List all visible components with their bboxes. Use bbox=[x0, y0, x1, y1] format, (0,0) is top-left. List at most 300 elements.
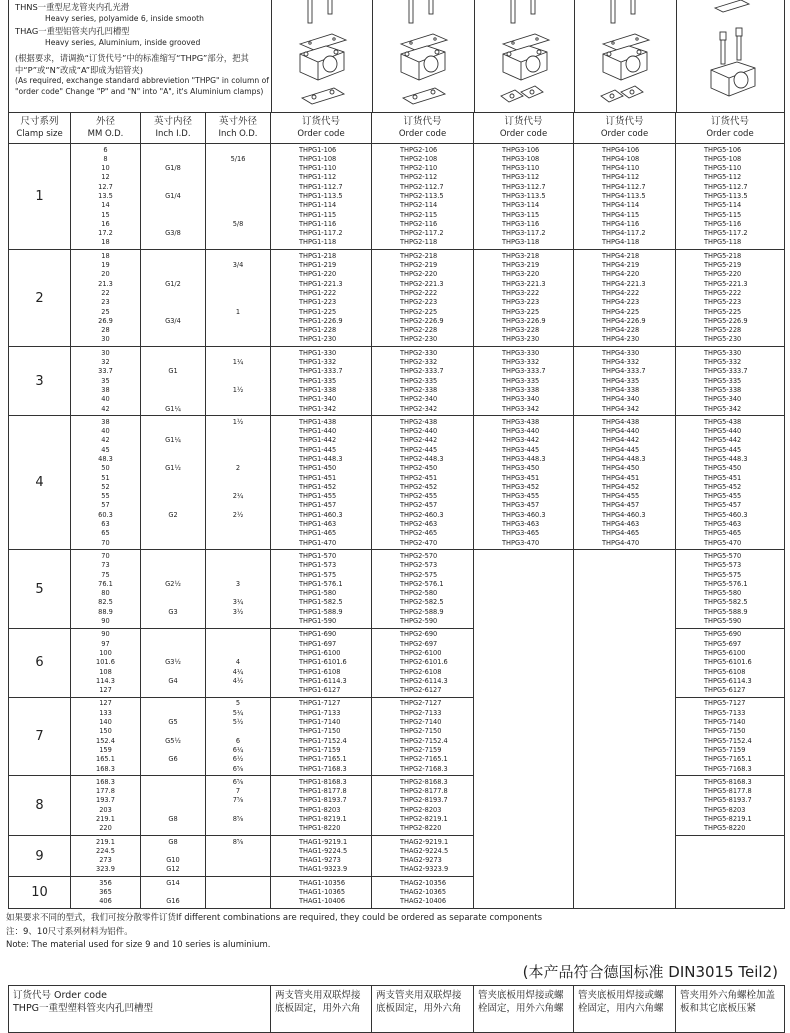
order-code-1: THAG1-9224.5 bbox=[299, 846, 348, 855]
order-code-2: THPG2-330 bbox=[400, 348, 438, 357]
inch-id bbox=[141, 483, 205, 492]
mm-od: 65 bbox=[101, 529, 110, 538]
order-code-5: THPG5-7140 bbox=[704, 718, 746, 727]
inch-od-cell bbox=[206, 776, 271, 836]
column-header bbox=[206, 113, 271, 144]
inch-id bbox=[141, 173, 205, 182]
mm-od: 26.9 bbox=[98, 316, 113, 325]
mm-od: 152.4 bbox=[96, 736, 115, 745]
order-code-1: THPG1-8168.3 bbox=[299, 777, 347, 786]
clamp-image-3 bbox=[474, 0, 575, 112]
inch-od bbox=[206, 529, 270, 538]
order-code-5: THPG5-582.5 bbox=[704, 598, 748, 607]
order-code-4: THPG4-225 bbox=[602, 307, 640, 316]
order-code-1: THAG1-10406 bbox=[299, 897, 346, 906]
order-code-1: THPG1-6127 bbox=[299, 686, 341, 695]
inch-id-cell bbox=[141, 628, 206, 697]
order-code-2: THPG2-455 bbox=[400, 492, 438, 501]
mm-od: 365 bbox=[99, 888, 112, 897]
order-code-3: THPG3-218 bbox=[502, 251, 540, 260]
mm-od: 17.2 bbox=[98, 229, 113, 238]
mm-od: 75 bbox=[101, 570, 110, 579]
column-header bbox=[372, 113, 474, 144]
order-code-2: THPG2-438 bbox=[400, 417, 438, 426]
inch-od-cell bbox=[206, 416, 271, 550]
order-code-5: THPG5-7152.4 bbox=[704, 736, 752, 745]
inch-od: 4½ bbox=[232, 676, 244, 685]
order-code-2: THPG2-8177.8 bbox=[400, 787, 448, 796]
inch-od bbox=[206, 806, 270, 815]
order-code-3: THPG3-108 bbox=[502, 154, 540, 163]
order-code-3: THPG3-333.7 bbox=[502, 367, 546, 376]
order-code-4: THPG4-457 bbox=[602, 501, 640, 510]
order-code-5: THPG5-576.1 bbox=[704, 579, 748, 588]
note-aluminium-cn: 注：9、10尺寸系列材料为铝件。 bbox=[6, 926, 133, 937]
order-code-1: THPG1-590 bbox=[299, 617, 337, 626]
order-code-5: THPG5-330 bbox=[704, 348, 742, 357]
inch-id: G1¼ bbox=[165, 404, 181, 413]
mm-od: 60.3 bbox=[98, 510, 113, 519]
order-code-2: THPG2-221.3 bbox=[400, 279, 444, 288]
clamp-size: 8 bbox=[9, 776, 71, 836]
inch-od: 7 bbox=[235, 787, 241, 796]
order-code-2: THPG2-7165.1 bbox=[400, 755, 448, 764]
inch-id bbox=[141, 238, 205, 247]
order-code-3: THPG3-226.9 bbox=[502, 316, 546, 325]
inch-od: 6½ bbox=[232, 755, 244, 764]
order-code-5: THPG5-590 bbox=[704, 617, 742, 626]
order-code-2: THPG2-452 bbox=[400, 482, 438, 491]
inch-id bbox=[141, 520, 205, 529]
mm-od: 73 bbox=[101, 561, 110, 570]
inch-id bbox=[141, 529, 205, 538]
order-code-1: THPG1-575 bbox=[299, 570, 337, 579]
column-header-en: Order code bbox=[398, 129, 447, 139]
order-code-1: THPG1-330 bbox=[299, 348, 337, 357]
order-code-2: THAG2-9219.1 bbox=[400, 837, 449, 846]
order-code-1: THPG1-8220 bbox=[299, 824, 341, 833]
inch-od bbox=[206, 649, 270, 658]
column-header bbox=[71, 113, 141, 144]
order-code-1: THAG1-9219.1 bbox=[299, 837, 348, 846]
inch-id bbox=[141, 598, 205, 607]
order-code-2: THPG2-225 bbox=[400, 307, 438, 316]
order-code-5: THPG5-470 bbox=[704, 538, 742, 547]
order-code-2-cell bbox=[372, 550, 474, 628]
order-code-2: THPG2-118 bbox=[400, 238, 438, 247]
inch-id bbox=[141, 386, 205, 395]
order-code-2: THPG2-223 bbox=[400, 298, 438, 307]
mm-od: 20 bbox=[101, 270, 110, 279]
inch-id bbox=[141, 709, 205, 718]
order-code-4: THPG4-445 bbox=[602, 445, 640, 454]
order-code-3: THPG3-110 bbox=[502, 164, 540, 173]
inch-od bbox=[206, 539, 270, 548]
order-code-2-cell bbox=[372, 697, 474, 775]
order-code-1: THPG1-230 bbox=[299, 335, 337, 344]
order-code-4: THPG4-342 bbox=[602, 404, 640, 413]
order-code-4: THPG4-114 bbox=[602, 201, 640, 210]
order-code-4: THPG4-112.7 bbox=[602, 182, 646, 191]
mm-od: 70 bbox=[101, 551, 110, 560]
column-header bbox=[9, 113, 71, 144]
inch-od: 8⅝ bbox=[232, 814, 244, 823]
order-code-1: THAG1-10356 bbox=[299, 878, 346, 887]
order-code-4: THPG4-112 bbox=[602, 173, 640, 182]
order-code-5: THPG5-697 bbox=[704, 639, 742, 648]
order-code-5: THPG5-7133 bbox=[704, 708, 746, 717]
inch-od-cell bbox=[206, 628, 271, 697]
order-code-2: THPG2-8219.1 bbox=[400, 814, 448, 823]
order-code-5-cell bbox=[676, 628, 785, 697]
mm-od: 133 bbox=[99, 708, 112, 717]
mm-od-cell bbox=[71, 628, 141, 697]
order-code-2: THPG2-6114.3 bbox=[400, 676, 448, 685]
mm-od: 140 bbox=[99, 718, 112, 727]
mm-od: 177.8 bbox=[96, 787, 115, 796]
inch-id bbox=[141, 640, 205, 649]
mm-od: 100 bbox=[99, 648, 112, 657]
order-code-5: THPG5-114 bbox=[704, 201, 742, 210]
inch-id bbox=[141, 211, 205, 220]
order-code-2: THPG2-442 bbox=[400, 436, 438, 445]
order-code-3: THPG3-440 bbox=[502, 427, 540, 436]
inch-id bbox=[141, 847, 205, 856]
order-code-2: THPG2-7133 bbox=[400, 708, 442, 717]
order-code-1: THPG1-7159 bbox=[299, 745, 341, 754]
order-code-1: THAG1-9323.9 bbox=[299, 865, 348, 874]
inch-od bbox=[206, 192, 270, 201]
mm-od: 55 bbox=[101, 492, 110, 501]
order-code-1: THPG1-8203 bbox=[299, 805, 341, 814]
bottom-thpg: THPG一重型塑料管夹内孔凹槽型 bbox=[13, 1003, 154, 1014]
mm-od-cell bbox=[71, 550, 141, 628]
order-code-2: THPG2-7159 bbox=[400, 745, 442, 754]
order-code-5: THPG5-6114.3 bbox=[704, 676, 752, 685]
mm-od: 40 bbox=[101, 395, 110, 404]
order-code-5: THPG5-110 bbox=[704, 164, 742, 173]
order-code-5: THPG5-226.9 bbox=[704, 316, 748, 325]
order-code-5: THPG5-7150 bbox=[704, 727, 746, 736]
mm-od: 38 bbox=[101, 417, 110, 426]
clamp-size: 4 bbox=[9, 416, 71, 550]
order-code-2: THPG2-588.9 bbox=[400, 607, 444, 616]
inch-id bbox=[141, 289, 205, 298]
order-code-2: THPG2-6127 bbox=[400, 686, 442, 695]
order-code-4-cell bbox=[574, 144, 676, 250]
order-code-2: THPG2-440 bbox=[400, 427, 438, 436]
order-code-3: THPG3-448.3 bbox=[502, 455, 546, 463]
order-code-3: THPG3-222 bbox=[502, 288, 540, 297]
mm-od: 19 bbox=[101, 261, 110, 270]
order-code-2-cell bbox=[372, 416, 474, 550]
order-code-3: THPG3-116 bbox=[502, 219, 540, 228]
inch-od bbox=[206, 395, 270, 404]
order-code-4: THPG4-448.3 bbox=[602, 455, 646, 463]
inch-id: G1/8 bbox=[165, 164, 181, 173]
mm-od: 80 bbox=[101, 589, 110, 598]
inch-od: 6 bbox=[235, 736, 241, 745]
order-code-3: THPG3-220 bbox=[502, 270, 540, 279]
order-code-1: THPG1-452 bbox=[299, 482, 337, 491]
order-code-4: THPG4-451 bbox=[602, 473, 640, 482]
mm-od: 14 bbox=[101, 201, 110, 210]
mm-od: 48.3 bbox=[98, 455, 113, 463]
order-code-1: THPG1-113.5 bbox=[299, 191, 343, 200]
order-code-1: THPG1-116 bbox=[299, 219, 337, 228]
order-code-2: THPG2-8220 bbox=[400, 824, 442, 833]
order-code-5: THPG5-450 bbox=[704, 464, 742, 473]
order-code-1: THPG1-690 bbox=[299, 630, 337, 639]
inch-id: G5½ bbox=[165, 736, 181, 745]
order-code-3: THPG3-460.3 bbox=[502, 510, 546, 519]
order-code-2: THPG2-8203 bbox=[400, 805, 442, 814]
order-code-1: THPG1-465 bbox=[299, 529, 337, 538]
inch-od bbox=[206, 501, 270, 510]
order-code-4: THPG4-340 bbox=[602, 395, 640, 404]
mm-od: 356 bbox=[99, 878, 112, 887]
order-code-2-cell bbox=[372, 144, 474, 250]
mm-od: 51 bbox=[101, 473, 110, 482]
order-code-4: THPG4-442 bbox=[602, 436, 640, 445]
column-header-cn: 订货代号 bbox=[605, 116, 644, 127]
note-aluminium-en: Note: The material used for size 9 and 10 series is aluminium. bbox=[6, 940, 271, 950]
thag-label: THAG一重型铝管夹内孔凹槽型 bbox=[15, 26, 130, 36]
mm-od: 224.5 bbox=[96, 846, 115, 855]
inch-od: 7⅝ bbox=[232, 796, 244, 805]
order-code-2: THAG2-10406 bbox=[400, 897, 447, 906]
order-code-1: THPG1-342 bbox=[299, 404, 337, 413]
inch-id bbox=[141, 539, 205, 548]
order-code-5: THPG5-451 bbox=[704, 473, 742, 482]
mm-od: 32 bbox=[101, 358, 110, 367]
order-code-1: THPG1-463 bbox=[299, 520, 337, 529]
column-header-cn: 外径 bbox=[95, 116, 115, 127]
order-code-3: THPG3-219 bbox=[502, 261, 540, 270]
order-code-5: THPG5-219 bbox=[704, 261, 742, 270]
order-code-1: THPG1-570 bbox=[299, 551, 337, 560]
order-code-5-cell bbox=[676, 697, 785, 775]
order-code-4: THPG4-230 bbox=[602, 335, 640, 344]
order-code-5: THPG5-115 bbox=[704, 210, 742, 219]
inch-od bbox=[206, 888, 270, 897]
order-code-1-cell bbox=[271, 144, 372, 250]
inch-od bbox=[206, 474, 270, 483]
order-code-5: THPG5-8203 bbox=[704, 805, 746, 814]
clamp-size: 2 bbox=[9, 250, 71, 347]
inch-od-cell bbox=[206, 697, 271, 775]
order-code-4: THPG4-333.7 bbox=[602, 367, 646, 376]
inch-od bbox=[206, 865, 270, 874]
inch-id bbox=[141, 326, 205, 335]
mm-od: 114.3 bbox=[96, 676, 115, 685]
order-code-2: THPG2-470 bbox=[400, 538, 438, 547]
order-code-5: THPG5-455 bbox=[704, 492, 742, 501]
inch-id bbox=[141, 358, 205, 367]
mm-od: 25 bbox=[101, 307, 110, 316]
order-code-3: THPG3-338 bbox=[502, 385, 540, 394]
inch-id bbox=[141, 571, 205, 580]
inch-id bbox=[141, 649, 205, 658]
order-code-2: THPG2-219 bbox=[400, 261, 438, 270]
order-code-5: THPG5-452 bbox=[704, 482, 742, 491]
inch-id bbox=[141, 630, 205, 639]
inch-od-cell bbox=[206, 550, 271, 628]
inch-id bbox=[141, 699, 205, 708]
order-code-3: THPG3-470 bbox=[502, 538, 540, 547]
mm-od: 101.6 bbox=[96, 658, 115, 667]
inch-id bbox=[141, 686, 205, 695]
mm-od-cell bbox=[71, 250, 141, 347]
mm-od: 42 bbox=[101, 404, 110, 413]
order-code-1-cell bbox=[271, 550, 372, 628]
order-code-2: THPG2-335 bbox=[400, 376, 438, 385]
thns-desc: Heavy series, polyamide 6, inside smooth bbox=[45, 14, 204, 23]
mm-od: 219.1 bbox=[96, 837, 115, 846]
inch-od bbox=[206, 455, 270, 464]
order-code-2: THPG2-114 bbox=[400, 201, 438, 210]
order-code-2: THPG2-6100 bbox=[400, 648, 442, 657]
order-code-2: THPG2-117.2 bbox=[400, 229, 444, 238]
order-code-1: THPG1-332 bbox=[299, 358, 337, 367]
inch-id-cell bbox=[141, 836, 206, 877]
order-code-2: THPG2-115 bbox=[400, 210, 438, 219]
mm-od: 165.1 bbox=[96, 755, 115, 764]
order-code-2: THPG2-451 bbox=[400, 473, 438, 482]
order-code-2: THPG2-342 bbox=[400, 404, 438, 413]
order-code-5: THPG5-228 bbox=[704, 326, 742, 335]
header-panel bbox=[8, 0, 785, 112]
inch-od bbox=[206, 298, 270, 307]
order-code-5: THPG5-332 bbox=[704, 358, 742, 367]
order-code-3: THPG3-115 bbox=[502, 210, 540, 219]
order-code-3: THPG3-455 bbox=[502, 492, 540, 501]
order-code-4: THPG4-438 bbox=[602, 417, 640, 426]
order-code-1: THPG1-106 bbox=[299, 145, 337, 154]
inch-id: G5 bbox=[168, 718, 178, 727]
column-header bbox=[271, 113, 372, 144]
order-code-2: THPG2-230 bbox=[400, 335, 438, 344]
order-code-1: THPG1-110 bbox=[299, 164, 337, 173]
inch-od: 3 bbox=[235, 579, 241, 588]
order-code-3: THPG3-450 bbox=[502, 464, 540, 473]
inch-od bbox=[206, 317, 270, 326]
order-code-2-cell bbox=[372, 347, 474, 416]
inch-id: G16 bbox=[166, 897, 180, 906]
order-code-1: THPG1-7152.4 bbox=[299, 736, 347, 745]
order-code-2: THAG2-9224.5 bbox=[400, 846, 449, 855]
order-code-5: THPG5-8193.7 bbox=[704, 796, 752, 805]
order-code-4: THPG4-108 bbox=[602, 154, 640, 163]
inch-id: G12 bbox=[166, 865, 180, 874]
order-code-1: THPG1-6108 bbox=[299, 667, 341, 676]
mm-od: 168.3 bbox=[96, 764, 115, 773]
order-code-5: THPG5-440 bbox=[704, 427, 742, 436]
order-code-2: THPG2-218 bbox=[400, 251, 438, 260]
empty-cell bbox=[474, 550, 574, 909]
order-code-3: THPG3-113.5 bbox=[502, 191, 546, 200]
column-header bbox=[574, 113, 676, 144]
size-group-row bbox=[9, 144, 785, 250]
mm-od: 28 bbox=[101, 326, 110, 335]
column-header-cn: 订货代号 bbox=[403, 116, 442, 127]
order-code-3: THPG3-332 bbox=[502, 358, 540, 367]
order-code-2: THPG2-332 bbox=[400, 358, 438, 367]
clamp-image-2 bbox=[372, 0, 475, 112]
order-code-2: THAG2-9323.9 bbox=[400, 865, 449, 874]
order-code-2: THPG2-7152.4 bbox=[400, 736, 448, 745]
order-code-1-cell bbox=[271, 877, 372, 909]
column-header bbox=[676, 113, 785, 144]
inch-od bbox=[206, 552, 270, 561]
column-header-cn: 尺寸系列 bbox=[20, 116, 59, 127]
order-code-1: THPG1-7168.3 bbox=[299, 764, 347, 773]
inch-id bbox=[141, 183, 205, 192]
order-code-3: THPG3-118 bbox=[502, 238, 540, 247]
order-code-2: THPG2-7127 bbox=[400, 699, 442, 708]
order-code-4: THPG4-218 bbox=[602, 251, 640, 260]
size-group-row bbox=[9, 347, 785, 416]
inch-id: G8 bbox=[168, 837, 178, 846]
order-code-3: THPG3-112.7 bbox=[502, 182, 546, 191]
order-code-2: THPG2-106 bbox=[400, 145, 438, 154]
order-code-3: THPG3-445 bbox=[502, 445, 540, 454]
order-code-table bbox=[8, 112, 785, 909]
mm-od: 40 bbox=[101, 427, 110, 436]
inch-od bbox=[206, 183, 270, 192]
order-code-2: THPG2-116 bbox=[400, 219, 438, 228]
mm-od: 219.1 bbox=[96, 814, 115, 823]
mm-od: 88.9 bbox=[98, 607, 113, 616]
order-code-1: THPG1-588.9 bbox=[299, 607, 343, 616]
inch-od: 3¼ bbox=[232, 598, 244, 607]
column-header-en: Inch I.D. bbox=[155, 129, 191, 139]
mm-od-cell bbox=[71, 697, 141, 775]
note-cn: (根据要求，请调换“订货代号”中的标准缩写“THPG”部分，把其中“P”或“N”改成“A”即成为铝管夹) bbox=[15, 53, 249, 75]
order-code-5: THPG5-342 bbox=[704, 404, 742, 413]
bottom-order-code-cell bbox=[9, 986, 271, 1033]
order-code-4: THPG4-220 bbox=[602, 270, 640, 279]
order-code-3: THPG3-221.3 bbox=[502, 279, 546, 288]
size-group-row bbox=[9, 550, 785, 628]
inch-od bbox=[206, 252, 270, 261]
order-code-1: THPG1-6101.6 bbox=[299, 658, 347, 667]
order-code-2: THPG2-576.1 bbox=[400, 579, 444, 588]
inch-id bbox=[141, 349, 205, 358]
inch-od: 8⅝ bbox=[232, 837, 244, 846]
order-code-3: THPG3-463 bbox=[502, 520, 540, 529]
order-code-3: THPG3-225 bbox=[502, 307, 540, 316]
column-header-en: Order code bbox=[706, 129, 754, 139]
order-code-1: THPG1-7140 bbox=[299, 718, 341, 727]
order-code-2: THPG2-333.7 bbox=[400, 367, 444, 376]
order-code-2: THPG2-228 bbox=[400, 326, 438, 335]
clamp-size: 9 bbox=[9, 836, 71, 877]
clamp-size: 3 bbox=[9, 347, 71, 416]
inch-od: 4¼ bbox=[232, 667, 244, 676]
order-code-2: THAG2-9273 bbox=[400, 856, 442, 865]
bottom-table-row bbox=[9, 986, 785, 1033]
inch-id bbox=[141, 335, 205, 344]
order-code-5: THPG5-8177.8 bbox=[704, 787, 752, 796]
order-code-5: THPG5-570 bbox=[704, 551, 742, 560]
bottom-desc-1: 两支管夹用双联焊接底板固定，用外六角 bbox=[271, 986, 372, 1033]
order-code-1: THPG1-6100 bbox=[299, 648, 341, 657]
order-code-3: THPG3-230 bbox=[502, 335, 540, 344]
order-code-4: THPG4-117.2 bbox=[602, 229, 646, 238]
inch-id-cell bbox=[141, 416, 206, 550]
column-header-en: Order code bbox=[499, 129, 548, 139]
